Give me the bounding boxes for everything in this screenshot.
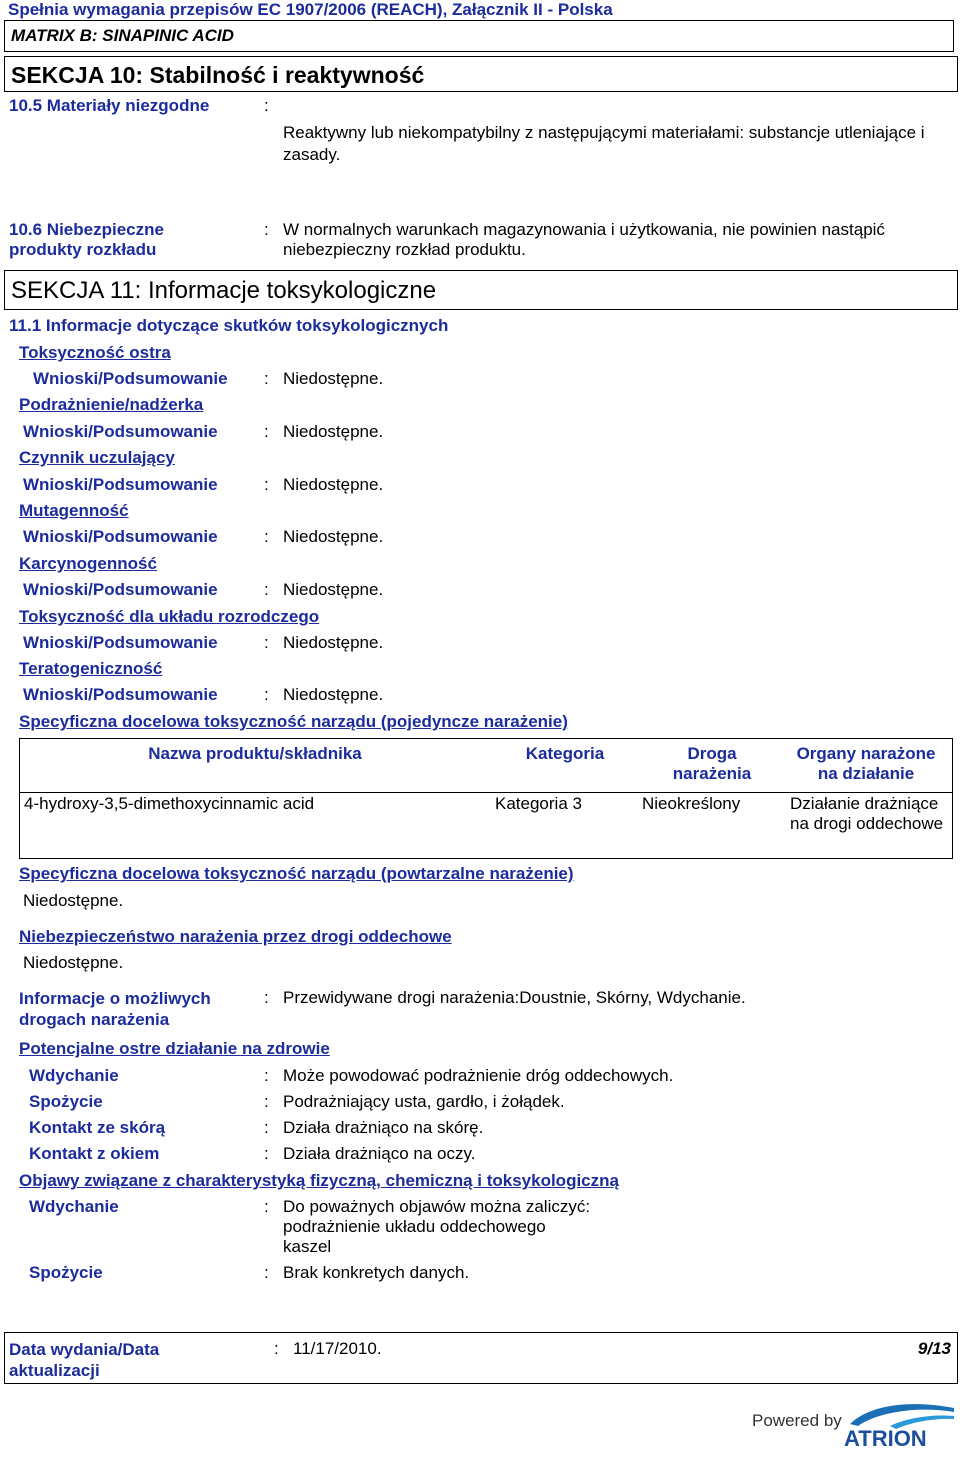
routes-label: Informacje o możliwych drogach narażenia (19, 989, 211, 1029)
symptom-colon: : (264, 1263, 269, 1282)
effect-colon: : (264, 369, 269, 388)
routes-value: Przewidywane drogi narażenia:Doustnie, Skórny, Wdychanie. (283, 988, 746, 1007)
effect-colon: : (264, 422, 269, 441)
atrion-logo (842, 1398, 958, 1450)
effect-colon: : (264, 527, 269, 546)
effect-value: Niedostępne. (283, 527, 384, 546)
symptoms-heading: Objawy związane z charakterystyką fizyczną, chemiczną i toksykologiczną (19, 1171, 619, 1190)
stot-col-route: Droga narażenia (672, 744, 752, 783)
effect-value: Niedostępne. (283, 580, 384, 599)
effect-label: Wnioski/Podsumowanie (23, 633, 218, 652)
footer-box (4, 1332, 958, 1384)
effect-value: Niedostępne. (283, 633, 384, 652)
section11-subtitle: 11.1 Informacje dotyczące skutków toksykologicznych (9, 316, 449, 335)
acute-colon: : (264, 1092, 269, 1111)
effect-label: Wnioski/Podsumowanie (23, 580, 218, 599)
effect-colon: : (264, 685, 269, 704)
symptom-label: Spożycie (29, 1263, 103, 1282)
symptom-colon: : (264, 1197, 269, 1216)
stot-col-name: Nazwa produktu/składnika (148, 744, 362, 763)
effect-value: Niedostępne. (283, 369, 384, 388)
symptom-label: Wdychanie (29, 1197, 119, 1216)
stot-table (19, 738, 953, 859)
acute-value: Podrażniający usta, gardło, i żołądek. (283, 1092, 565, 1111)
effect-value: Niedostępne. (283, 422, 384, 441)
stot-table-divider (20, 792, 952, 793)
effect-value: Niedostępne. (283, 475, 384, 494)
effect-label: Wnioski/Podsumowanie (23, 685, 218, 704)
footer-date-label: Data wydania/Data aktualizacji (9, 1340, 160, 1380)
effect-colon: : (264, 580, 269, 599)
stot-repeated-value: Niedostępne. (23, 891, 124, 910)
section10-title: SEKCJA 10: Stabilność i reaktywność (11, 62, 425, 88)
page-number: 9/13 (917, 1339, 951, 1358)
effect-value: Niedostępne. (283, 685, 384, 704)
acute-colon: : (264, 1118, 269, 1137)
decomposition-value: W normalnych warunkach magazynowania i użytkowania, nie powinien nastąpić niebezpieczny rozkład produktu. (283, 220, 885, 259)
incompatible-label: 10.5 Materiały niezgodne (9, 96, 210, 115)
section11-header (4, 270, 958, 310)
stot-cell-name: 4-hydroxy-3,5-dimethoxycinnamic acid (24, 794, 315, 813)
acute-colon: : (264, 1144, 269, 1163)
regulation-title: Spełnia wymagania przepisów EC 1907/2006 (REACH), Załącznik II - Polska (8, 0, 613, 19)
acute-value: Może powodować podrażnienie dróg oddechowych. (283, 1066, 674, 1085)
logo-brand-text: ATRION (844, 1426, 927, 1450)
effect-colon: : (264, 633, 269, 652)
symptom-line: kaszel (283, 1237, 332, 1256)
footer-colon: : (274, 1339, 279, 1358)
decomposition-colon: : (264, 220, 269, 239)
effect-heading: Teratogeniczność (19, 659, 163, 678)
stot-col-organs: Organy narażone na działanie (796, 744, 936, 783)
symptom-line: Do poważnych objawów można zaliczyć: (283, 1197, 591, 1216)
effect-label: Wnioski/Podsumowanie (33, 369, 228, 388)
effect-label: Wnioski/Podsumowanie (23, 527, 218, 546)
stot-cell-route: Nieokreślony (642, 794, 741, 813)
effect-heading: Karcynogenność (19, 554, 157, 573)
acute-value: Działa drażniąco na oczy. (283, 1144, 476, 1163)
routes-colon: : (264, 988, 269, 1007)
product-name: MATRIX B: SINAPINIC ACID (11, 26, 234, 45)
effect-label: Wnioski/Podsumowanie (23, 422, 218, 441)
acute-label: Kontakt z okiem (29, 1144, 160, 1163)
effect-heading: Toksyczność dla układu rozrodczego (19, 607, 320, 626)
section11-title: SEKCJA 11: Informacje toksykologiczne (11, 277, 437, 304)
incompatible-colon: : (264, 96, 269, 115)
effect-heading: Toksyczność ostra (19, 343, 171, 362)
stot-repeated-heading: Specyficzna docelowa toksyczność narządu (powtarzalne narażenie) (19, 864, 574, 883)
acute-colon: : (264, 1066, 269, 1085)
section10-header (4, 56, 958, 92)
acute-label: Kontakt ze skórą (29, 1118, 166, 1137)
effect-heading: Mutagenność (19, 501, 129, 520)
footer-date-value: 11/17/2010. (293, 1339, 382, 1358)
symptom-line: Brak konkretych danych. (283, 1263, 470, 1282)
stot-col-category: Kategoria (525, 744, 605, 763)
aspiration-heading: Niebezpieczeństwo narażenia przez drogi oddechowe (19, 927, 452, 946)
stot-cell-organs: Działanie drażniące na drogi oddechowe (790, 794, 944, 833)
powered-by-text: Powered by (752, 1411, 842, 1430)
aspiration-value: Niedostępne. (23, 953, 124, 972)
acute-heading: Potencjalne ostre działanie na zdrowie (19, 1039, 330, 1058)
acute-label: Wdychanie (29, 1066, 119, 1085)
acute-label: Spożycie (29, 1092, 103, 1111)
symptom-line: podrażnienie układu oddechowego (283, 1217, 546, 1236)
incompatible-value: Reaktywny lub niekompatybilny z następującymi materiałami: substancje utleniające i zasady. (283, 123, 925, 164)
stot-single-heading: Specyficzna docelowa toksyczność narządu (pojedyncze narażenie) (19, 712, 568, 731)
effect-heading: Podrażnienie/nadżerka (19, 395, 204, 414)
product-box (4, 20, 954, 52)
acute-value: Działa drażniąco na skórę. (283, 1118, 484, 1137)
effect-label: Wnioski/Podsumowanie (23, 475, 218, 494)
effect-heading: Czynnik uczulający (19, 448, 175, 467)
effect-colon: : (264, 475, 269, 494)
decomposition-label: 10.6 Niebezpieczne produkty rozkładu (9, 220, 164, 259)
stot-cell-category: Kategoria 3 (495, 794, 582, 813)
